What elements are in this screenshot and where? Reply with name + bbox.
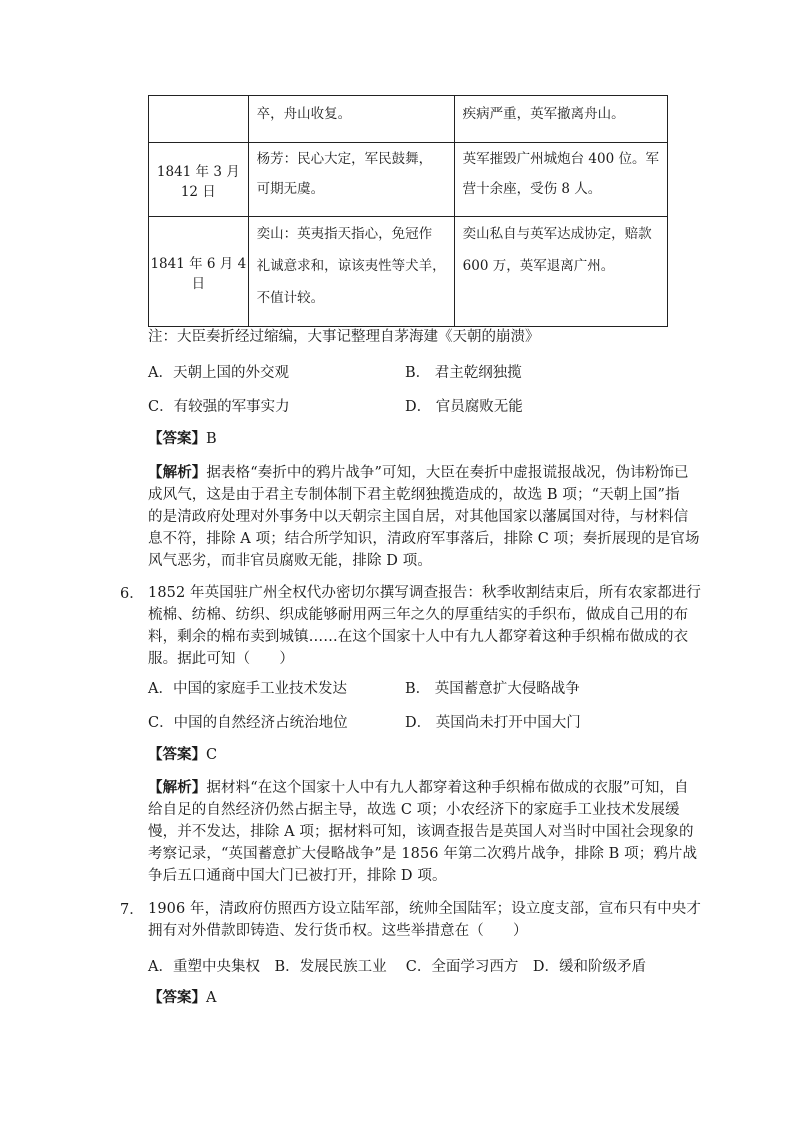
cell-text: 杨芳：民心大定，军民鼓舞， [256,151,433,167]
q6-option-b: B． 英国蓄意扩大侵略战争 [405,681,580,697]
q5-option-d: D． 官员腐败无能 [405,399,523,415]
stem-text: 1852 年英国驻广州全权代办密切尔撰写调查报告：秋季收割结束后，所有农家都进行 [148,585,702,601]
analysis-text: 争后五口通商中国大门已被打开，排除 D 项。 [148,868,447,884]
cell-text: 600 万，英军退离广州。 [462,258,615,274]
q7-stem [148,898,701,942]
cell-text: 1841 年 6 月 4 日 [150,255,247,292]
answer-label: 【答案】 [148,746,206,763]
q5-answer [148,428,217,450]
cell-text: 奕山私自与英军达成协定，赔款 [462,226,652,242]
answer-value: A [206,990,217,1006]
cell-text: 可期无虞。 [256,181,325,197]
answer-label: 【答案】 [148,430,206,447]
analysis-text: 风气恶劣，而非官员腐败无能，排除 D 项。 [148,553,432,569]
q6-option-c: C．中国的自然经济占统治地位 [148,715,348,731]
q6-analysis [148,777,697,887]
table-cell-date [149,217,249,327]
q7-options: A．重塑中央集权 B．发展民族工业 C．全面学习西方 D．缓和阶级矛盾 [148,959,646,975]
table-row [149,143,668,217]
stem-text: 梳棉、纺棉、纺织、织成能够耐用两三年之久的厚重结实的手织布，做成自己用的布 [148,607,689,623]
q5-option-b: B． 君主乾纲独揽 [405,365,522,381]
stem-text: 服。据此可知（ ） [148,651,294,667]
q6-answer [148,744,217,766]
stem-text: 拥有对外借款即铸造、发行货币权。这些举措意在（ ） [148,923,528,939]
q7-number: 7． [120,902,144,918]
cell-text: 疾病严重，英军撤离舟山。 [462,106,625,122]
table-cell-event [454,96,667,143]
events-table [148,95,668,327]
q5-option-a: A．天朝上国的外交观 [148,365,289,381]
cell-text: 礼诚意求和，谅该夷性等犬羊， [256,258,446,274]
q6-stem [148,582,701,670]
table-cell-official [248,96,454,143]
table-note: 注：大臣奏折经过缩编，大事记整理自茅海建《天朝的崩溃》 [148,329,540,345]
cell-text: 卒，舟山收复。 [256,106,352,122]
cell-text: 英军摧毁广州城炮台 400 位。军 [462,151,659,167]
q6-number: 6． [120,586,144,602]
analysis-text: 据材料“在这个国家十人中有九人都穿着这种手织棉布做成的衣服”可知，自 [206,780,689,796]
analysis-text: 成风气，这是由于君主专制体制下君主乾纲独揽造成的，故选 B 项；“天朝上国”指 [148,487,680,503]
analysis-text: 的是清政府处理对外事务中以天朝宗主国自居，对其他国家以藩属国对待，与材料信 [148,509,689,525]
analysis-text: 据表格“奏折中的鸦片战争”可知，大臣在奏折中虚报谎报战况，伪讳粉饰已 [206,465,689,481]
cell-text: 1841 年 3 月 12 日 [156,163,240,200]
analysis-label: 【解析】 [148,464,207,481]
answer-label: 【答案】 [148,989,206,1006]
answer-value: C [206,747,218,763]
q7-answer [148,987,216,1009]
analysis-text: 慢，并不发达，排除 A 项；据材料可知，该调查报告是英国人对当时中国社会现象的 [148,824,694,840]
q5-analysis [148,462,700,572]
analysis-label: 【解析】 [148,779,207,796]
stem-text: 1906 年，清政府仿照西方设立陆军部，统帅全国陆军；设立度支部，宣布只有中央才 [148,901,702,917]
table-cell-official [248,143,454,217]
table-row [149,217,668,327]
q6-option-a: A．中国的家庭手工业技术发达 [148,681,347,697]
cell-text: 营十余座，受伤 8 人。 [462,181,602,197]
table-cell-date [149,96,249,143]
analysis-text: 考察记录，“英国蓄意扩大侵略战争”是 1856 年第二次鸦片战争，排除 B 项；鸦片战 [148,846,698,862]
table-cell-official [248,217,454,327]
analysis-text: 给自足的自然经济仍然占据主导，故选 C 项；小农经济下的家庭手工业技术发展缓 [148,802,680,818]
q6-option-d: D． 英国尚未打开中国大门 [405,715,581,731]
analysis-text: 息不符，排除 A 项；结合所学知识，清政府军事落后，排除 C 项；奏折展现的是官场 [148,531,700,547]
table-cell-date [149,143,249,217]
stem-text: 料，剩余的棉布卖到城镇……在这个国家十人中有九人都穿着这种手织棉布做成的衣 [148,629,689,645]
answer-value: B [206,431,217,447]
cell-text: 奕山：英夷指天指心，免冠作 [256,226,433,242]
table-row [149,96,668,143]
table-cell-event [454,143,667,217]
table-cell-event [454,217,667,327]
cell-text: 不值计较。 [256,290,325,306]
q5-option-c: C．有较强的军事实力 [148,399,290,415]
